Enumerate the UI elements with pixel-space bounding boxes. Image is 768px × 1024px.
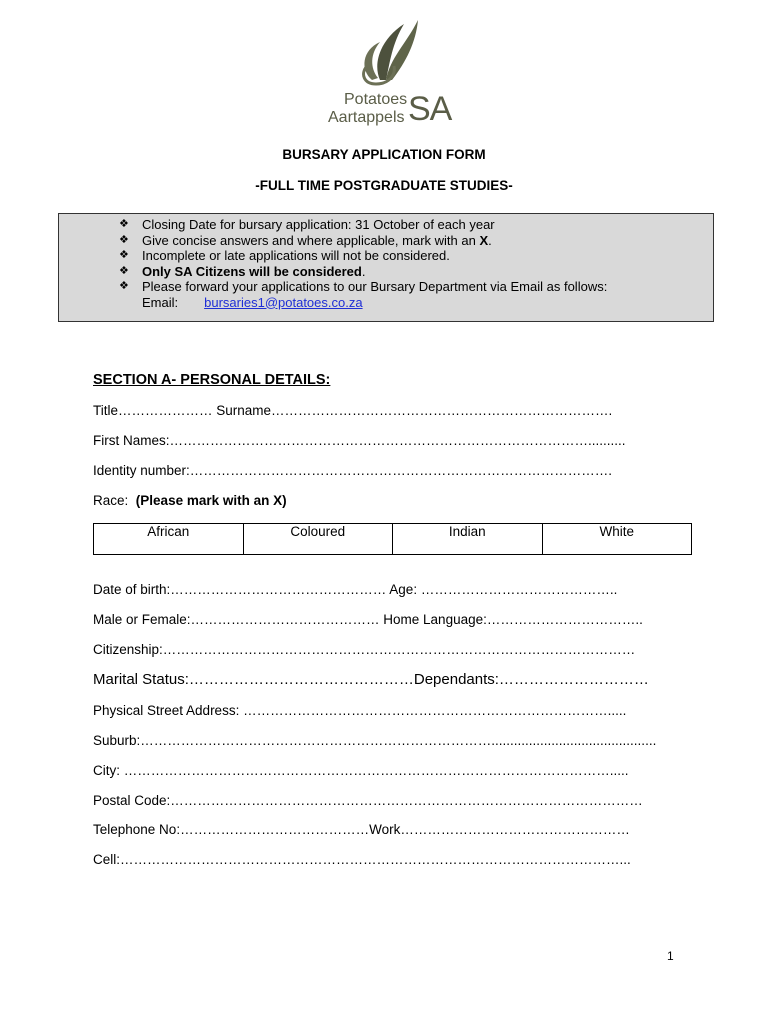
race-option-white[interactable]: White: [542, 524, 692, 555]
email-label: Email:: [142, 294, 179, 310]
instructions-list: [119, 217, 607, 310]
race-label-line: [93, 493, 287, 508]
logo-text-sa: SA: [408, 90, 452, 128]
diamond-bullet-icon: ❖: [119, 233, 129, 246]
race-instruction: (Please mark with an X): [135, 493, 287, 508]
suburb-field[interactable]: Suburb:……………………………………………………………………............................................: [93, 733, 657, 748]
form-subtitle: -FULL TIME POSTGRADUATE STUDIES-: [255, 178, 513, 193]
first-names-field[interactable]: First Names:…………………………………………………………………………………..........: [93, 433, 626, 448]
citizenship-field[interactable]: Citizenship:……………………………………………………………………………………………: [93, 642, 636, 657]
instruction-text: .: [488, 232, 492, 248]
cell-field[interactable]: Cell:…………………………………………………………………………………………………...: [93, 852, 631, 867]
physical-address-field[interactable]: Physical Street Address: ……………………………………………………………………….....: [93, 703, 627, 718]
gender-language-field[interactable]: Male or Female:…………………………………… Home Language:……………………………..: [93, 612, 643, 627]
race-label: Race:: [93, 493, 129, 508]
section-a-heading: SECTION A- PERSONAL DETAILS:: [93, 372, 331, 388]
instruction-item: [119, 279, 607, 295]
instruction-item: [119, 217, 607, 233]
instruction-text: Give concise answers and where applicable, mark with an: [142, 232, 480, 248]
identity-number-field[interactable]: Identity number:………………………………………………………………………………….: [93, 463, 613, 478]
city-field[interactable]: City: ……………………………………………………………………………………………….....: [93, 763, 629, 778]
instruction-item: [119, 233, 607, 249]
race-option-african[interactable]: African: [94, 524, 244, 555]
logo-text-potatoes: Potatoes: [344, 91, 408, 108]
race-option-coloured[interactable]: Coloured: [243, 524, 393, 555]
email-link[interactable]: bursaries1@potatoes.co.za: [204, 294, 363, 310]
title-surname-field[interactable]: Title………………… Surname………………………………………………………………….: [93, 403, 613, 418]
instruction-item: [119, 264, 607, 280]
instruction-text: Incomplete or late applications will not be considered.: [142, 248, 450, 263]
diamond-bullet-icon: ❖: [119, 280, 129, 292]
instruction-bold-text: X: [479, 232, 489, 248]
postal-code-field[interactable]: Postal Code:……………………………………………………………………………………………: [93, 793, 643, 808]
email-line: [119, 295, 607, 311]
race-table: [93, 523, 692, 555]
marital-dependants-field[interactable]: Marital Status:………………………………………Dependants:…………………………: [93, 671, 649, 688]
diamond-bullet-icon: ❖: [119, 218, 129, 230]
diamond-bullet-icon: ❖: [119, 264, 129, 277]
page-number: 1: [667, 949, 674, 963]
instruction-text: Please forward your applications to our Bursary Department via Email as follows:: [142, 279, 608, 294]
form-title: BURSARY APPLICATION FORM: [282, 147, 486, 162]
instruction-item: [119, 248, 607, 264]
race-option-indian[interactable]: Indian: [393, 524, 543, 555]
diamond-bullet-icon: ❖: [119, 249, 129, 261]
telephone-work-field[interactable]: Telephone No:……………………………………Work……………………………………………: [93, 822, 630, 837]
instruction-text: .: [361, 263, 366, 279]
dob-age-field[interactable]: Date of birth:………………………………………… Age: ……………………………………..: [93, 582, 618, 597]
instructions-box: [58, 213, 714, 322]
instruction-text: Closing Date for bursary application: 31 October of each year: [142, 217, 495, 232]
logo-text-aartappels: Aartappels: [328, 109, 405, 126]
instruction-bold-text: Only SA Citizens will be considered: [142, 263, 362, 279]
